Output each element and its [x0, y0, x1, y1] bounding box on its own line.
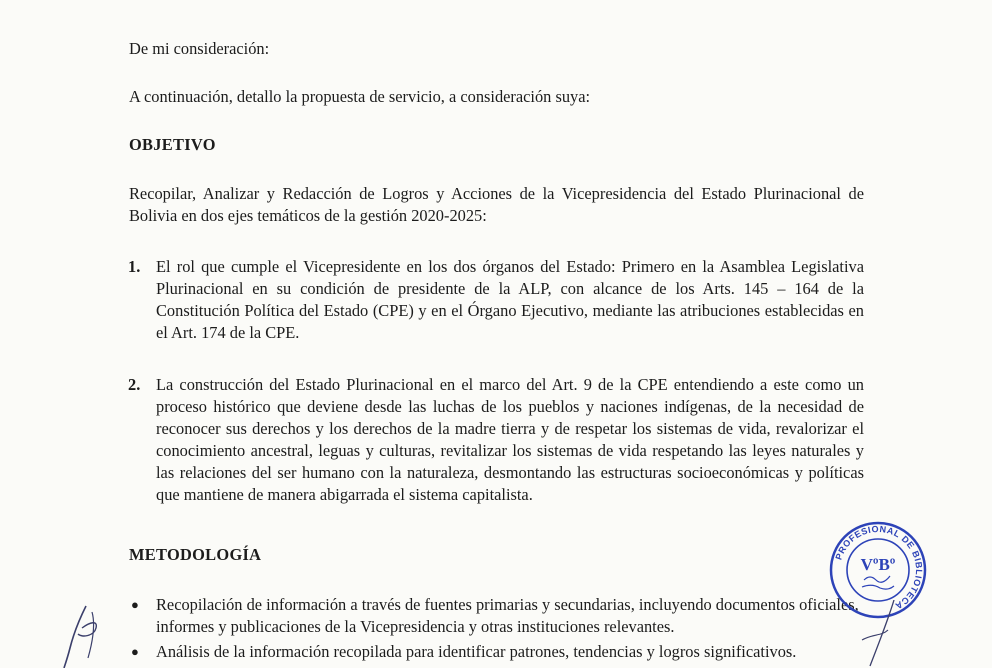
- objetivo-text: Recopilar, Analizar y Redacción de Logros y Acciones de la Vicepresidencia del Estado Plurinacional de Bolivia en dos ejes temáticos de la gestión 2020-2025:: [129, 184, 864, 225]
- list-item-text: El rol que cumple el Vicepresidente en los dos órganos del Estado: Primero en la Asamblea Legislativa Plurinacional en su condición de presidente de la ALP, con alcance de los Arts. 145 – 164 de la Constitución Política del Estado (CPE) y en el Órgano Ejecutivo, mediante las atribuciones establecidas en el Art. 174 de la CPE.: [156, 257, 864, 342]
- bullet-icon: ●: [131, 597, 139, 612]
- intro-paragraph: A continuación, detallo la propuesta de servicio, a consideración suya:: [129, 87, 591, 106]
- signature-mark-icon: [52, 598, 122, 668]
- bullet-text: Recopilación de información a través de fuentes primarias y secundarias, incluyendo documentos oficiales, informes y publicaciones de la Vicepresidencia y otras instituciones relevantes.: [156, 595, 859, 636]
- metodologia-heading: METODOLOGÍA: [129, 545, 262, 564]
- bullet-text: Análisis de la información recopilada para identificar patrones, tendencias y logros significativos.: [156, 642, 797, 661]
- signature-stroke-icon: [842, 600, 902, 668]
- objetivo-heading: OBJETIVO: [129, 135, 216, 154]
- list-item-text: La construcción del Estado Plurinacional en el marco del Art. 9 de la CPE entendiendo a este como un proceso histórico que deviene desde las luchas de los pueblos y naciones indígenas, de la necesidad de reconocer sus derechos y los derechos de la madre tierra y de respetar los sistemas de vida, revalorizar el conocimiento ancestral, leguas y culturas, revitalizar los sistemas de vida respetando las leyes naturales y las relaciones del ser humano con la naturaleza, desmontando las estructuras socioeconómicas y políticas que mantiene de manera abigarrada el sistema capitalista.: [156, 375, 864, 504]
- salutation: De mi consideración:: [129, 39, 270, 58]
- list-number: 2.: [128, 375, 141, 394]
- bullet-icon: ●: [131, 644, 139, 659]
- list-number: 1.: [128, 257, 141, 276]
- stamp-ring-text: PROFESIONAL DE BIBLIOTECA: [833, 523, 925, 612]
- stamp-center-text: VºBº: [860, 555, 896, 574]
